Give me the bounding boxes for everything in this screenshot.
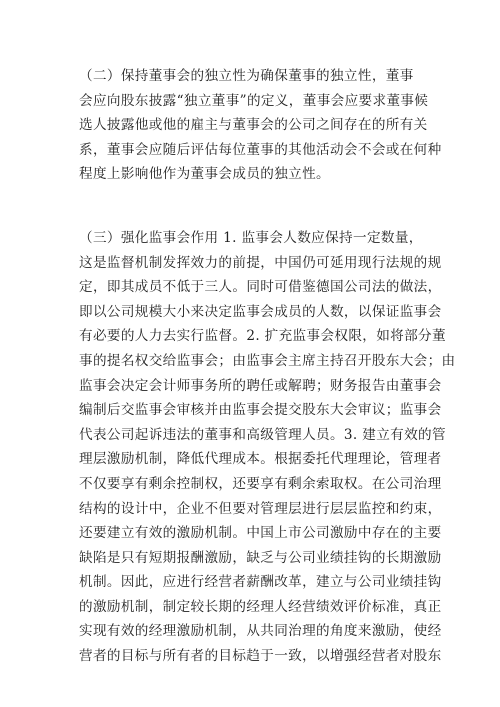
text-line: 有必要的人力去实行监督。2. 扩充监事会权限，如将部分董 — [79, 328, 446, 345]
text-line: 还要建立有效的激励机制。中国上市公司激励中存在的主要 — [79, 525, 442, 542]
text-line: 监事会决定会计师事务所的聘任或解聘；财务报告由董事会 — [79, 377, 442, 394]
text-line: 代表公司起诉违法的董事和高级管理人员。3. 建立有效的管 — [79, 426, 446, 443]
text-line: 结构的设计中，企业不但要对管理层进行层层监控和约束， — [79, 500, 442, 517]
text-line: 选人披露他或他的雇主与董事会的公司之间存在的所有关 — [79, 117, 428, 134]
text-line: 实现有效的经理激励机制，从共同治理的角度来激励，使经 — [79, 623, 442, 640]
text-line: 理层激励机制，降低代理成本。根据委托代理理论，管理者 — [79, 451, 442, 468]
text-line: 定，即其成员不低于三人。同时可借鉴德国公司法的做法， — [79, 279, 442, 296]
text-line: 会应向股东披露“独立董事”的定义，董事会应要求董事候 — [79, 92, 429, 109]
text-line: 即以公司规模大小来决定监事会成员的人数，以保证监事会 — [79, 303, 442, 320]
text-line: 系，董事会应随后评估每位董事的其他活动会不会或在何种 — [79, 141, 442, 158]
paragraph-board-independence — [79, 64, 442, 187]
paragraph-supervisory-board — [79, 226, 456, 669]
text-line: 的激励机制，制定较长期的经理人经营绩效评价标准，真正 — [79, 598, 442, 615]
text-line: （二）保持董事会的独立性为确保董事的独立性，董事 — [79, 68, 414, 84]
text-line: 营者的目标与所有者的目标趋于一致，以增强经营者对股东 — [79, 648, 442, 665]
text-line: 编制后交监事会审核并由监事会提交股东大会审议；监事会 — [79, 402, 442, 419]
text-line: 这是监督机制发挥效力的前提，中国仍可延用现行法规的规 — [79, 254, 442, 271]
text-line: 程度上影响他作为董事会成员的独立性。 — [79, 166, 330, 183]
text-line: 不仅要享有剩余控制权，还要享有剩余索取权。在公司治理 — [79, 475, 442, 492]
text-line: 缺陷是只有短期报酬激励，缺乏与公司业绩挂钩的长期激励 — [79, 549, 442, 566]
paragraph-spacer — [79, 187, 430, 226]
text-line: （三）强化监事会作用 1. 监事会人数应保持一定数量， — [79, 229, 423, 246]
text-line: 机制。因此，应进行经营者薪酬改革，建立与公司业绩挂钩 — [79, 574, 442, 591]
text-line: 事的提名权交给监事会；由监事会主席主持召开股东大会；由 — [79, 352, 456, 369]
